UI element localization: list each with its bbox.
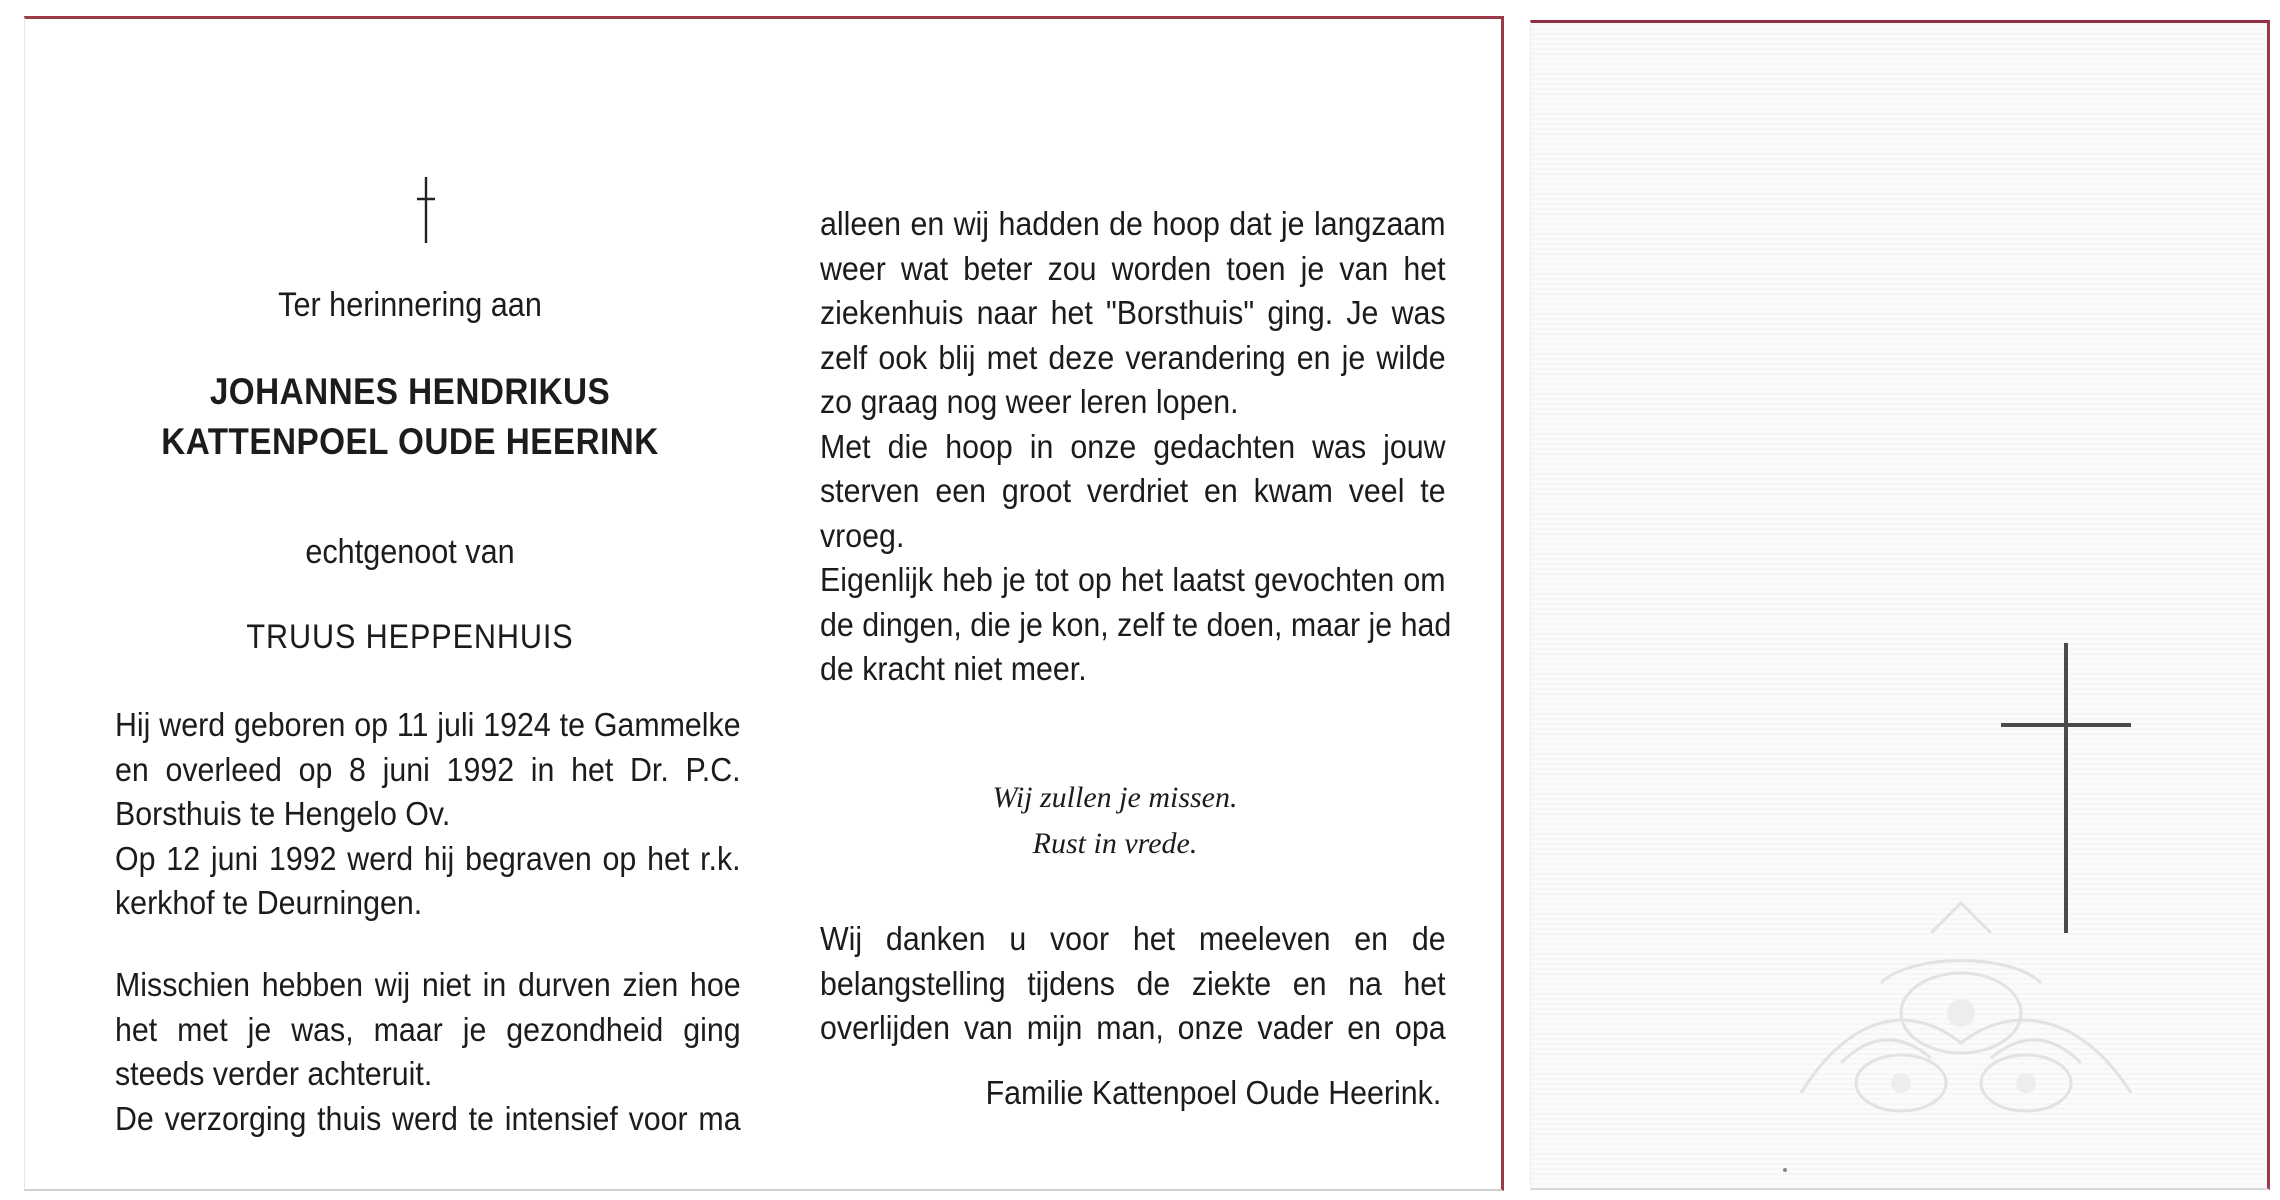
- text-line: overlijden van mijn man, onze vader en opa: [820, 1009, 1446, 1046]
- text-line: Eigenlijk heb je tot op het laatst gevochten om: [820, 561, 1446, 598]
- text-line: vroeg.: [820, 516, 905, 554]
- text-line: weer wat beter zou worden toen je van het: [820, 249, 1446, 287]
- text-line: Op 12 juni 1992 werd hij begraven op het r.k.: [115, 839, 741, 877]
- spouse-label: echtgenoot van: [305, 533, 515, 571]
- text-line: Hij werd geboren op 11 juli 1924 te Gammelke: [115, 706, 741, 743]
- deceased-name-line-2: KATTENPOEL OUDE HEERINK: [161, 421, 659, 462]
- text-line: sterven een groot verdriet en kwam veel te: [820, 472, 1446, 509]
- text-line: alleen en wij hadden de hoop dat je langzaam: [820, 205, 1446, 242]
- text-line: De verzorging thuis werd te intensief voor ma: [115, 1099, 741, 1137]
- text-line: steeds verder achteruit.: [115, 1055, 433, 1092]
- biography-paragraph: [115, 703, 740, 926]
- intro-text: Ter herinnering aan: [278, 286, 542, 324]
- text-line: Met die hoop in onze gedachten was jouw: [820, 427, 1446, 465]
- text-line: kerkhof te Deurningen.: [115, 884, 423, 921]
- paper-speck: [1783, 1168, 1787, 1172]
- text-line: Misschien hebben wij niet in durven zien hoe: [115, 966, 741, 1003]
- text-line: zo graag nog weer leren lopen.: [820, 383, 1239, 420]
- text-line: het met je was, maar je gezondheid ging: [115, 1010, 741, 1048]
- cross-icon: [2001, 643, 2131, 933]
- quote-line-2: Rust in vrede.: [1032, 827, 1198, 860]
- text-line: de kracht niet meer.: [820, 650, 1087, 687]
- reflection-paragraph: [115, 963, 740, 1141]
- text-line: en overleed op 8 juni 1992 in het Dr. P.C.: [115, 750, 741, 788]
- text-line: de dingen, die je kon, zelf te doen, maar je had: [820, 605, 1452, 643]
- thanks-paragraph: [820, 917, 1445, 1051]
- continuation-paragraph: [820, 202, 1452, 692]
- text-line: zelf ook blij met deze verandering en je wilde: [820, 338, 1446, 376]
- spouse-name: TRUUS HEPPENHUIS: [246, 618, 574, 656]
- text-line: belangstelling tijdens de ziekte en na het: [820, 964, 1446, 1002]
- text-line: Borsthuis te Hengelo Ov.: [115, 795, 451, 832]
- memorial-card-inside: [24, 16, 1504, 1191]
- memorial-card-front: [1530, 20, 2270, 1190]
- small-cross-icon: [415, 177, 437, 243]
- quote-line-1: Wij zullen je missen.: [992, 781, 1238, 814]
- family-signature: Familie Kattenpoel Oude Heerink.: [985, 1074, 1441, 1111]
- text-line: Wij danken u voor het meeleven en de: [820, 920, 1446, 957]
- deceased-name-line-1: JOHANNES HENDRIKUS: [209, 371, 611, 412]
- text-line: ziekenhuis naar het "Borsthuis" ging. Je was: [820, 294, 1446, 331]
